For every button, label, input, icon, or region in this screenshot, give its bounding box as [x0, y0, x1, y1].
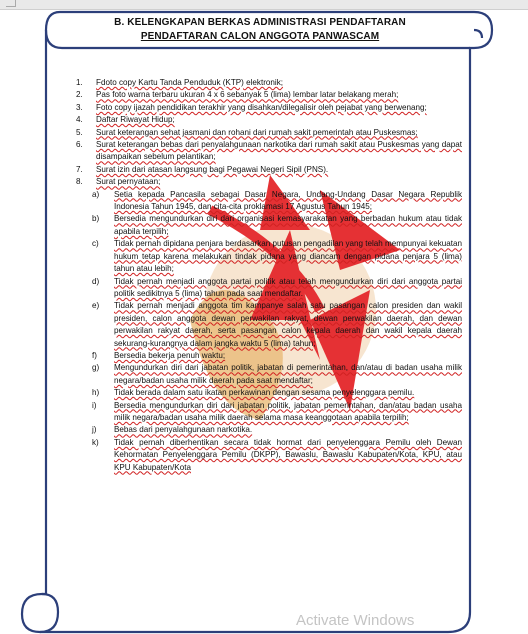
sub-list-item: i) Bersedia mengundurkan diri dari jabatan politik, jabatan pemerintahan, dan/atau badan usaha milik negara/badan usaha milik daerah selama masa keanggotaan apabila terpilih;	[92, 400, 462, 422]
document-title	[58, 16, 462, 44]
requirements-list	[76, 77, 462, 474]
sub-list-item: g) Mengundurkan diri dari jabatan politik, jabatan di pemerintahan, dan/atau di badan usaha milik negara/badan usaha milik daerah pada saat mendaftar;	[92, 363, 462, 385]
sub-list-item: b) Bersedia mengundurkan diri dari organisasi kemasyarakatan yang berbadan hukum atau tidak apabila terpilih;	[92, 214, 462, 236]
sub-list-item: f) Bersedia bekerja penuh waktu;	[92, 350, 226, 360]
title-line-1: B. KELENGKAPAN BERKAS ADMINISTRASI PENDAFTARAN	[114, 17, 406, 28]
sub-list-item: c) Tidak pernah dipidana penjara berdasarkan putusan pengadilan yang telah mempunyai kekuatan hukum tetap karena melakukan tindak pidana yang diancam dengan pidana penjara 5 (lima) tahun atau lebih;	[92, 239, 462, 274]
sub-list-item: h) Tidak berada dalam satu ikatan perkawinan dengan sesama penyelenggara pemilu.	[92, 388, 415, 398]
title-line-2: PENDAFTARAN CALON ANGGOTA PANWASCAM	[140, 31, 380, 42]
list-item: 2. Pas foto warna terbaru ukuran 4 x 6 sebanyak 5 (lima) lembar latar belakang merah;	[76, 90, 399, 100]
list-item: 5. Surat keterangan sehat jasmani dan rohani dari rumah sakit pemerintah atau Puskesmas;	[76, 127, 418, 137]
sub-list-item: d) Tidak pernah menjadi anggota partai politik atau telah mengundurkan diri dari anggota partai politik sedikitnya 5 (lima) tahun pada saat mendaftar.	[92, 276, 462, 298]
sub-list-item: j) Bebas dari penyalahgunaan narkotika.	[92, 425, 253, 435]
list-item: 3. Foto copy ijazah pendidikan terakhir yang disahkan/dilegalisir oleh pejabat yang berwenang;	[76, 102, 427, 112]
sub-list-item: k) Tidak pernah diberhentikan secara tidak hormat dari penyelenggara Pemilu oleh Dewan Kehormatan Penyelenggara Pemilu (DKPP), Bawaslu, Bawaslu Kabupaten/Kota, KPU, atau KPU Kabupaten/Kota	[92, 437, 462, 472]
list-item: 7. Surat izin dari atasan langsung bagi Pegawai Negeri Sipil (PNS).	[76, 164, 329, 174]
document-content	[58, 16, 462, 44]
sub-list-item: a) Setia kepada Pancasila sebagai Dasar Negara, Undang-Undang Dasar Negara Republik Indonesia Tahun 1945, dan cita-cita proklamasi 17 Agustus Tahun 1945;	[92, 189, 462, 212]
activate-windows-watermark: Activate Windows	[296, 612, 415, 629]
list-item: 8. Surat pernyataan;	[76, 177, 161, 187]
list-item: 4. Daftar Riwayat Hidup;	[76, 115, 175, 125]
list-item: 6. Surat keterangan bebas dari penyalahgunaan narkotika dari rumah sakit atau Puskesmas yang dapat disampaikan sebelum pelantikan;	[76, 140, 462, 162]
sub-list-item: e) Tidak pernah menjadi anggota tim kampanye salah satu pasangan calon presiden dan wakil presiden, calon anggota dewan perwakilan rakyat, dewan perwakilan daerah, dan dewan perwakilan rakyat daerah, serta pasangan calon kepala daerah dan wakil kepala daerah sekurang-kurangnya dalam jangka waktu 5 (lima) tahun;	[92, 301, 462, 348]
list-item: 1. Fdoto copy Kartu Tanda Penduduk (KTP) elektronik;	[76, 78, 284, 87]
